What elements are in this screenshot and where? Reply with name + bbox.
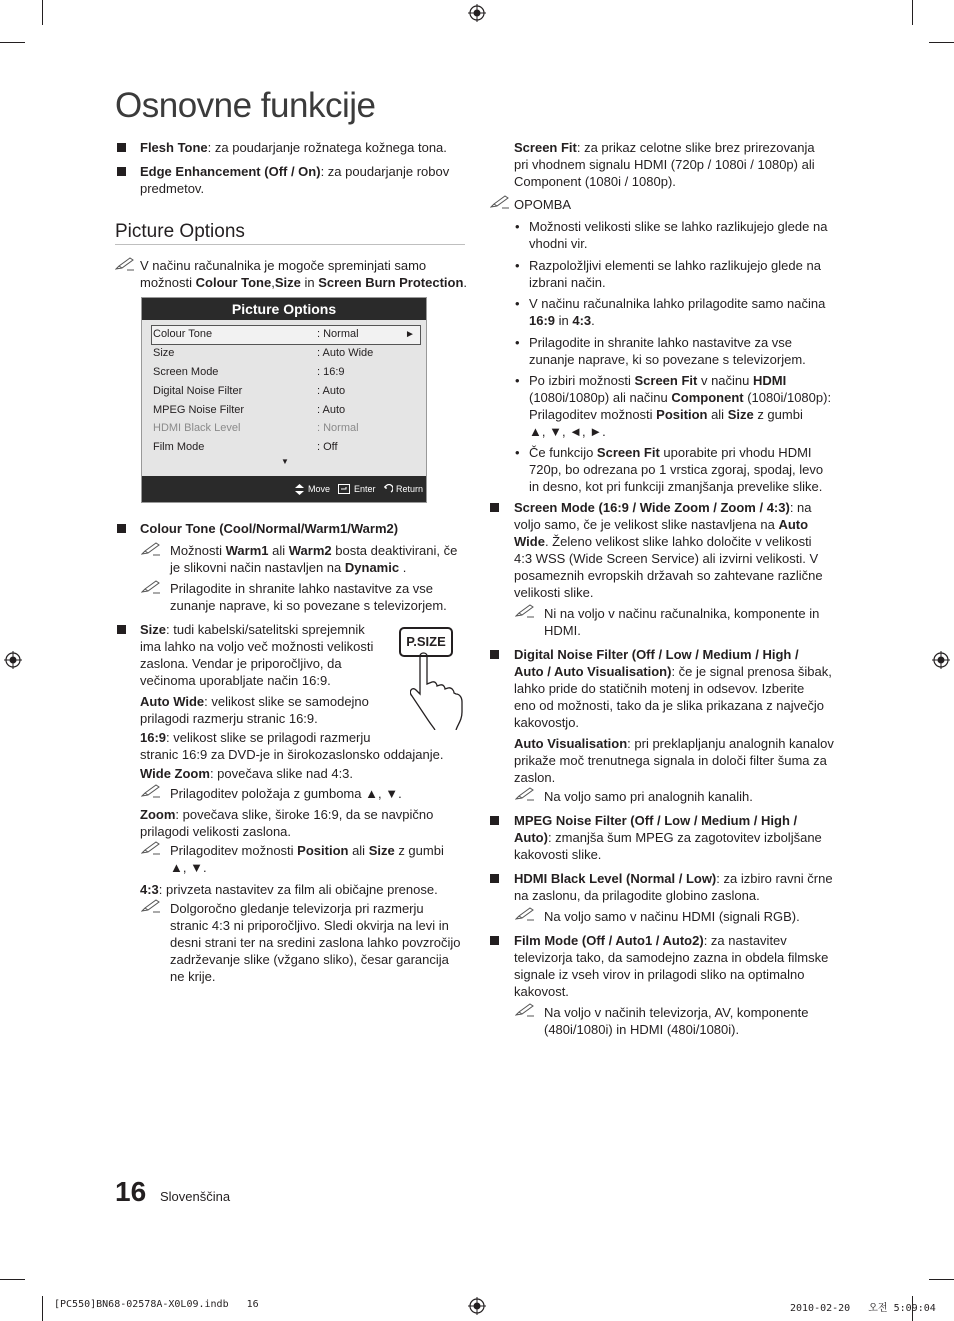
enter-icon <box>338 484 350 494</box>
digital-noise-filter-text: Digital Noise Filter (Off / Low / Medium / High / Auto / Auto Visualisation): če je signal prenosa šibak, lahko pride do statičnih motenj in odsevov. Izberite eno od možnosti, tako da je slika prikazana z največjo kakovostjo. <box>514 647 832 730</box>
menu-row-screen-mode[interactable]: Screen Mode : 16:9 <box>153 366 345 378</box>
list-item: V načinu računalnika lahko prilagodite samo načina 16:9 in 4:3. <box>529 296 826 328</box>
ratio-169-text: 16:9: velikost slike se prilagodi razmerju stranic 16:9 za DVD-je in širokozaslonsko oddajanje. <box>140 730 444 762</box>
note-text: Na voljo samo v načinu HDMI (signali RGB). <box>544 909 800 924</box>
note-text: Na voljo v načinih televizorja, AV, komponente (480i/1080i) in HDMI (480i/1080i). <box>544 1005 809 1037</box>
bullet-dot: • <box>515 296 520 311</box>
menu-row-colour-tone[interactable]: Colour Tone : Normal ► <box>153 326 418 343</box>
move-updown-icon <box>295 484 304 495</box>
note-text: Dolgoročno gledanje televizorja pri razmerju stranic 4:3 ni priporočljivo. Sledi okvirja na levi in desni strani ter na sredini zaslona lahko povzročijo zadrževanje slike (vžgano sliko), česar garancija ne krije. <box>170 901 461 984</box>
list-item: Prilagodite in shranite lahko nastavitve za vse zunanje naprave, ki so povezane s televizorjem. <box>529 335 806 367</box>
note-text: Možnosti Warm1 ali Warm2 bosta deaktivirani, če je slikovni način nastavljen na Dynamic . <box>170 543 458 575</box>
note-text: Na voljo samo pri analognih kanalih. <box>544 789 753 804</box>
return-icon <box>383 484 393 494</box>
menu-footer: Move Enter Return <box>142 476 426 502</box>
crop-mark <box>42 0 43 25</box>
bullet-square <box>490 816 499 825</box>
list-item: Možnosti velikosti slike se lahko razlikujejo glede na vhodni vir. <box>529 219 828 251</box>
note-pencil-icon <box>490 195 510 209</box>
scroll-down-icon: ▼ <box>281 457 289 466</box>
note-text: Ni na voljo v načinu računalnika, komponente in HDMI. <box>544 606 820 638</box>
crop-mark <box>0 1279 25 1280</box>
screen-fit-text: Screen Fit: za prikaz celotne slike brez prirezovanja pri vhodnem signalu HDMI (720p / 1080i / 1080p) ali Component (1080i / 1080p). <box>514 140 815 189</box>
bullet-dot: • <box>515 258 520 273</box>
section-divider <box>115 244 465 245</box>
menu-row-film-mode[interactable]: Film Mode : Off <box>153 441 338 453</box>
list-item: Če funkcijo Screen Fit uporabite pri vhodu HDMI 720p, bo odrezana po 1 vrstica zgoraj, spodaj, levo in desno, kot pri funkciji zmanjšanja prevelike slike. <box>529 445 824 494</box>
registration-mark-icon <box>468 4 486 22</box>
menu-row-mpeg-noise-filter[interactable]: MPEG Noise Filter : Auto <box>153 404 346 416</box>
auto-visualisation-text: Auto Visualisation: pri preklapljanju analognih kanalov prikaže moč trenutnega signala in določi filter šuma za zaslon. <box>514 736 834 785</box>
note-text: Prilagoditev možnosti Position ali Size z gumbi ▲, ▼. <box>170 843 444 875</box>
hdmi-black-level-text: HDMI Black Level (Normal / Low): za izbiro ravni črne na zaslonu, da prilagodite globino zaslona. <box>514 871 833 903</box>
crop-mark <box>42 1296 43 1321</box>
film-mode-text: Film Mode (Off / Auto1 / Auto2): za nastavitev televizorja tako, da samodejno zazna in obdela filmske signale iz vseh virov in prilagodi sliko na optimalno kakovost. <box>514 933 829 999</box>
page-number: 16 <box>115 1176 147 1207</box>
colour-tone-heading: Colour Tone (Cool/Normal/Warm1/Warm2) <box>140 521 399 536</box>
menu-row-hdmi-black-level: HDMI Black Level : Normal <box>153 422 359 434</box>
footer-language: Slovenščina <box>160 1189 231 1204</box>
bullet-square <box>490 936 499 945</box>
crop-mark <box>912 0 913 25</box>
note-pencil-icon <box>515 787 535 801</box>
note-pencil-icon <box>141 580 161 594</box>
print-date-info: 2010-02-20 오전 5:09:04 <box>790 1303 936 1314</box>
note-pencil-icon <box>141 899 161 913</box>
note-text: Prilagoditev položaja z gumboma ▲, ▼. <box>170 786 402 801</box>
registration-mark-icon <box>4 651 22 669</box>
menu-row-size[interactable]: Size : Auto Wide <box>153 347 374 359</box>
psize-remote-button: P.SIZE <box>399 627 453 657</box>
right-arrow-icon: ► <box>405 329 415 340</box>
bullet-square <box>117 143 126 152</box>
bullet-square <box>490 874 499 883</box>
wide-zoom-text: Wide Zoom: povečava slike nad 4:3. <box>140 766 354 781</box>
ratio-43-text: 4:3: privzeta nastavitev za film ali običajne prenose. <box>140 882 438 897</box>
note-pencil-icon <box>141 841 161 855</box>
note-pencil-icon <box>141 784 161 798</box>
flesh-tone-item: Flesh Tone: za poudarjanje rožnatega kožnega tona. <box>140 140 447 155</box>
size-description: Size: tudi kabelski/satelitski sprejemnik ima lahko na voljo več možnosti velikosti zaslona. Vendar je priporočljivo, da večinoma uporabljate način 16:9. <box>140 622 374 688</box>
bullet-dot: • <box>515 445 520 460</box>
bullet-square <box>117 524 126 533</box>
menu-title: Picture Options <box>142 298 426 320</box>
bullet-dot: • <box>515 219 520 234</box>
edge-enhancement-item: Edge Enhancement (Off / On): za poudarjanje robov predmetov. <box>140 164 450 196</box>
note-text: Prilagodite in shranite lahko nastavitve za vse zunanje naprave, ki so povezane s televizorjem. <box>170 581 447 613</box>
crop-mark <box>929 42 954 43</box>
bullet-square <box>117 625 126 634</box>
list-item: Po izbiri možnosti Screen Fit v načinu HDMI (1080i/1080p) ali načinu Component (1080i/1080p): Prilagoditev možnosti Position ali Size z gumbi ▲, ▼, ◄, ►. <box>529 373 832 439</box>
note-heading: OPOMBA <box>514 197 572 212</box>
note-pencil-icon <box>115 257 135 271</box>
note-pencil-icon <box>515 907 535 921</box>
note-pencil-icon <box>515 1003 535 1017</box>
crop-mark <box>0 42 25 43</box>
note-pencil-icon <box>141 542 161 556</box>
print-file-info: [PC550]BN68-02578A-X0L09.indb 16 <box>54 1299 259 1310</box>
note-pencil-icon <box>515 604 535 618</box>
page-title: Osnovne funkcije <box>115 86 376 125</box>
bullet-square <box>490 650 499 659</box>
crop-mark <box>929 1279 954 1280</box>
list-item: Razpoložljivi elementi se lahko razlikujejo glede na izbrani način. <box>529 258 821 290</box>
auto-wide-text: Auto Wide: velikost slike se samodejno prilagodi razmerju stranic 16:9. <box>140 694 369 726</box>
bullet-square <box>490 503 499 512</box>
hand-pressing-icon <box>410 650 468 730</box>
bullet-dot: • <box>515 335 520 350</box>
screen-mode-text: Screen Mode (16:9 / Wide Zoom / Zoom / 4:3): na voljo samo, če je velikost slike nastavljena na Auto Wide. Želeno velikost slike lahko določite v velikosti 4:3 WSS (Wide Screen Service) ali izvirni velikosti. V posameznih evropskih državah so zahtevane različne velikosti slike. <box>514 500 823 600</box>
mpeg-noise-filter-text: MPEG Noise Filter (Off / Low / Medium / High / Auto): zmanjša šum MPEG za zagotovitev izboljšane kakovosti slike. <box>514 813 822 862</box>
menu-row-digital-noise-filter[interactable]: Digital Noise Filter : Auto <box>153 385 346 397</box>
note-text: V načinu računalnika je mogoče spreminjati samo možnosti Colour Tone,Size in Screen Burn Protection. <box>140 258 468 290</box>
picture-options-menu <box>141 297 427 503</box>
bullet-square <box>117 167 126 176</box>
zoom-text: Zoom: povečava slike, široke 16:9, da se navpično prilagodi velikosti zaslona. <box>140 807 434 839</box>
bullet-dot: • <box>515 373 520 388</box>
registration-mark-icon <box>468 1297 486 1315</box>
registration-mark-icon <box>932 651 950 669</box>
section-title: Picture Options <box>115 221 245 242</box>
